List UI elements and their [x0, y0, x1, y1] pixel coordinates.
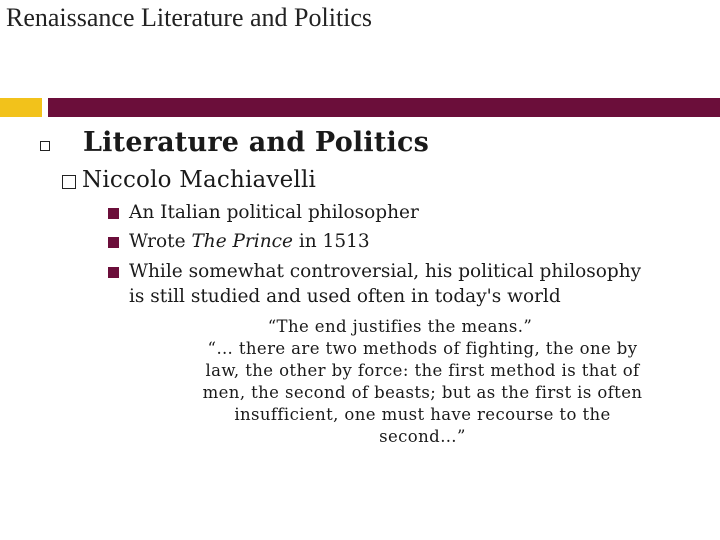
bullet-text-prefix: Wrote	[129, 231, 192, 252]
slide-title: Renaissance Literature and Politics	[6, 3, 373, 32]
quote-line: men, the second of beasts; but as the first is often	[202, 383, 643, 402]
filled-square-icon	[108, 267, 119, 278]
quote-line: “… there are two methods of fighting, the one by	[207, 339, 638, 358]
bullet-text-line1: While somewhat controversial, his political philosophy	[129, 261, 642, 282]
accent-bar-gold	[0, 98, 42, 117]
hollow-square-icon	[40, 141, 50, 151]
quote-line: insufficient, one must have recourse to the	[234, 405, 611, 424]
accent-bar-maroon	[48, 98, 720, 117]
checkbox-square-icon	[62, 175, 76, 189]
filled-square-icon	[108, 208, 119, 219]
quote-line: law, the other by force: the first method is that of	[205, 361, 640, 380]
bullet-text	[129, 230, 370, 254]
bullet-text-suffix: in 1513	[292, 231, 370, 252]
bullet-text: An Italian political philosopher	[129, 202, 419, 223]
quote-line: second…”	[379, 427, 466, 446]
heading-literature-and-politics: Literature and Politics	[83, 127, 429, 158]
quote-end-justifies-means: “The end justifies the means.”	[267, 317, 533, 336]
subheading-machiavelli: Niccolo Machiavelli	[82, 167, 317, 193]
book-title: The Prince	[191, 231, 293, 252]
bullet-text-line2: is still studied and used often in today's world	[129, 286, 561, 307]
quote-two-methods	[150, 338, 695, 448]
filled-square-icon	[108, 237, 119, 248]
